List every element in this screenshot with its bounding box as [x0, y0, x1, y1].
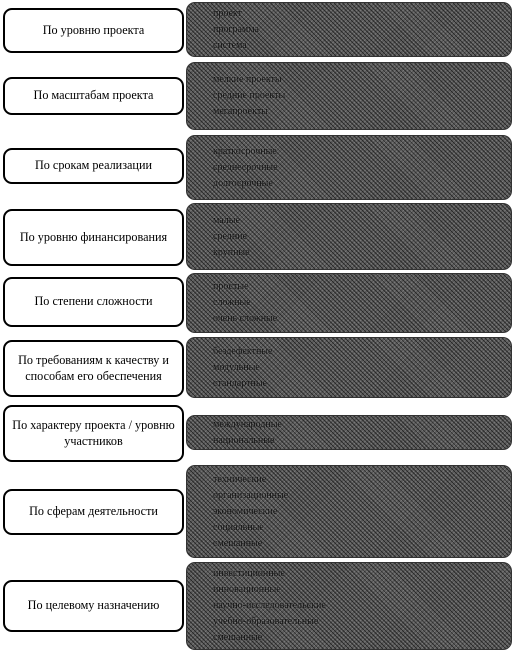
category-label: По целевому назначению	[3, 580, 184, 632]
category-items-box	[186, 337, 512, 398]
category-items-box	[186, 203, 512, 270]
category-item: очень сложные	[213, 313, 278, 324]
category-item: национальные	[213, 434, 275, 446]
category-item: мелкие проекты	[213, 74, 282, 85]
category-items-box	[186, 135, 512, 200]
category-label: По срокам реализации	[3, 148, 184, 184]
category-items-box	[186, 273, 512, 333]
category-label: По уровню проекта	[3, 8, 184, 53]
category-item: крупные	[213, 246, 250, 258]
category-item: простые	[213, 281, 249, 292]
category-label: По характеру проекта / уровню участников	[3, 405, 184, 462]
category-item: система	[213, 39, 247, 51]
category-item: средние	[213, 230, 247, 242]
category-item: стандартные	[213, 377, 267, 389]
category-item: средние проекты	[213, 90, 286, 101]
category-item: модульные	[213, 361, 260, 373]
category-item: среднесрочные	[213, 161, 278, 173]
category-label: По сферам деятельности	[3, 489, 184, 535]
category-item: инновационные	[213, 584, 281, 595]
category-item: международные	[213, 418, 282, 430]
category-label: По масштабам проекта	[3, 77, 184, 115]
category-item: учебно-образовательные	[213, 616, 319, 627]
category-items-box	[186, 562, 512, 650]
category-item: мегапроекты	[213, 106, 268, 117]
category-items-box	[186, 62, 512, 130]
category-items-box	[186, 465, 512, 558]
category-item: научно-исследовательские	[213, 600, 326, 611]
category-label: По уровню финансирования	[3, 209, 184, 266]
category-items-box	[186, 415, 512, 450]
category-item: краткосрочные	[213, 145, 277, 157]
category-item: программа	[213, 23, 259, 35]
category-item: бездефектные	[213, 345, 273, 357]
category-item: социальные	[213, 521, 264, 533]
category-item: сложные	[213, 297, 251, 308]
category-item: инвестиционные	[213, 568, 285, 579]
category-items-box	[186, 2, 512, 57]
category-item: организационные	[213, 489, 289, 501]
category-item: проект	[213, 7, 243, 19]
category-item: технические	[213, 473, 267, 485]
category-item: долгосрочные	[213, 177, 273, 189]
category-item: смешанные	[213, 537, 263, 549]
category-label: По степени сложности	[3, 277, 184, 327]
category-item: малые	[213, 214, 240, 226]
category-item: смешанные	[213, 632, 263, 643]
category-label: По требованиям к качеству и способам его обеспечения	[3, 340, 184, 397]
category-item: экономические	[213, 505, 278, 517]
